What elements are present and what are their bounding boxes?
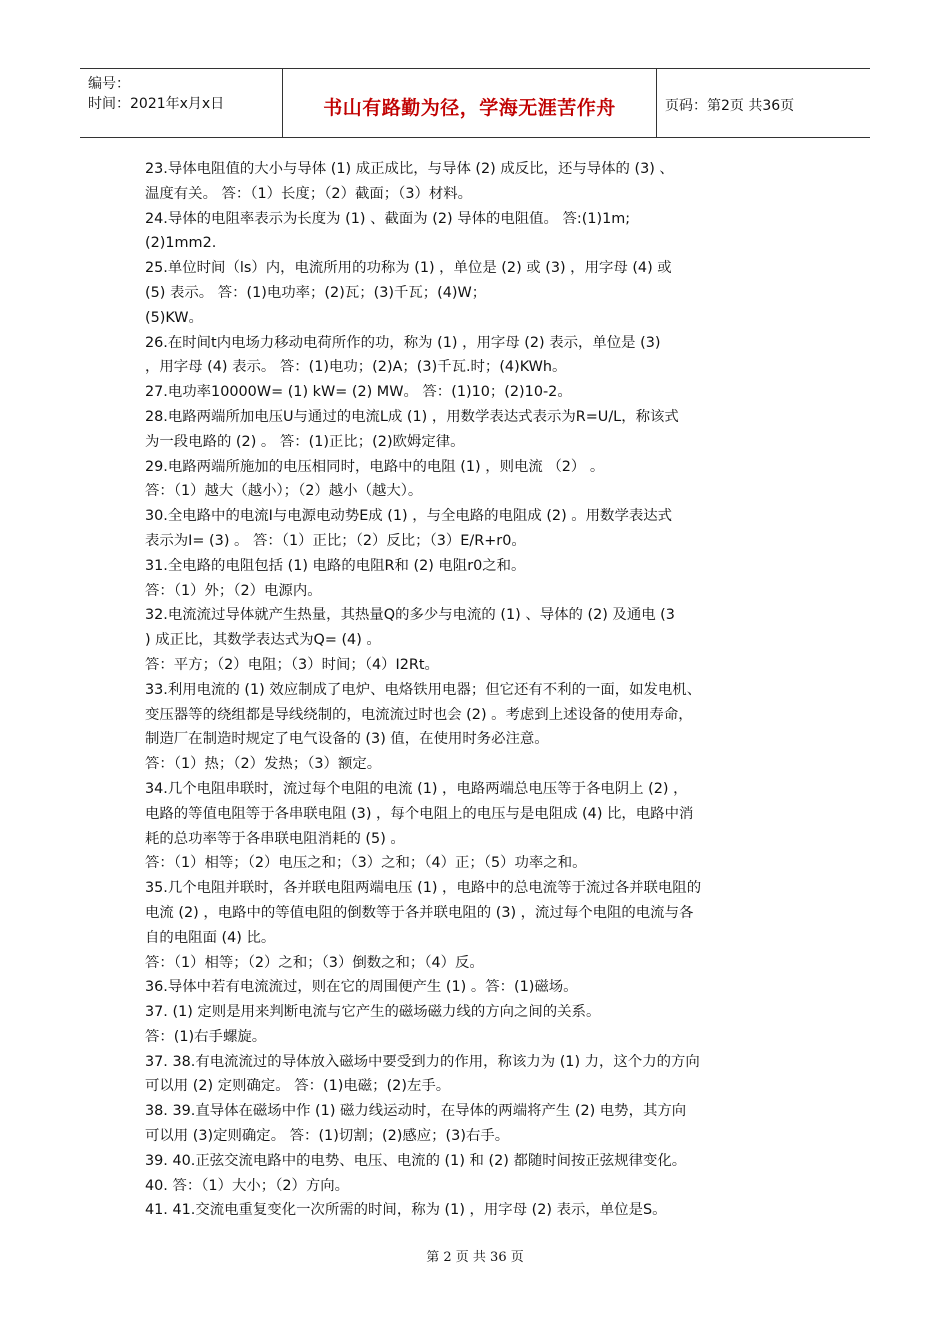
text-line: ，用字母 (4) 表示。 答：(1)电功；(2)A；(3)千瓦.时；(4)KWh。 [145,359,567,376]
text-line: 35.几个电阻并联时，各并联电阻两端电压 (1) ，电路中的总电流等于流过各并联电阻的 [145,880,702,897]
text-line: 答：（1）越大（越小）；（2）越小（越大）。 [145,483,423,500]
text-line: 25.单位时间（ls）内，电流所用的功称为 (1) ，单位是 (2) 或 (3) ，用字母 (4) 或 [145,260,672,277]
text-line: 37. 38.有电流流过的导体放入磁场中要受到力的作用，称该力为 (1) 力，这个力的方向 [145,1053,700,1070]
page-footer: 第 2 页 共 36 页 [426,1250,524,1265]
text-line: 29.电路两端所施加的电压相同时，电路中的电阻 (1) ，则电流 （2） 。 [145,458,605,475]
text-line: 37. (1) 定则是用来判断电流与它产生的磁场磁力线的方向之间的关系。 [145,1004,601,1021]
text-line: 26.在时间t内电场力移动电荷所作的功，称为 (1) ，用字母 (2) 表示，单位是 (3) [145,334,661,351]
header-page-cell [657,69,870,137]
header-motto: 书山有路勤为径，学海无涯苦作舟 [323,97,616,119]
text-line: 答：（1）外；（2）电源内。 [145,582,322,599]
text-line: 36.导体中若有电流流过，则在它的周围便产生 (1) 。答：(1)磁场。 [145,979,578,996]
text-line: 可以用 (2) 定则确定。 答：(1)电磁；(2)左手。 [145,1078,451,1095]
text-line: 温度有关。 答：（1）长度；（2）截面；（3）材料。 [145,185,473,202]
text-line: 电路的等值电阻等于各串联电阻 (3) ，每个电阻上的电压与是电阻成 (4) 比，电路中消 [145,805,694,822]
text-line: 制造厂在制造时规定了电气设备的 (3) 值，在使用时务必注意。 [145,731,549,748]
text-line: (5)KW。 [145,309,203,326]
text-line: 表示为I= (3) 。 答：（1）正比；（2）反比；（3）E/R+r0。 [145,532,526,549]
text-line: 38. 39.直导体在磁场中作 (1) 磁力线运动时，在导体的两端将产生 (2) 电势，其方向 [145,1103,687,1120]
text-line: 34.几个电阻串联时，流过每个电阻的电流 (1) ，电路两端总电压等于各电阴上 (2) ， [145,780,688,797]
text-line: 39. 40.正弦交流电路中的电势、电压、电流的 (1) 和 (2) 都随时间按正弦规律变化。 [145,1152,687,1169]
text-line: 23.导体电阻值的大小与导体 (1) 成正成比，与导体 (2) 成反比，还与导体的 (3) 、 [145,161,674,177]
text-line: 答：（1）热；（2）发热；（3）额定。 [145,756,382,773]
text-line: 40. 答：（1）大小；（2）方向。 [145,1177,350,1194]
text-line: 答：（1）相等；（2）之和；（3）倒数之和；（4）反。 [145,954,484,971]
header-page-label: 页码：第2页 共36页 [665,98,795,114]
text-line: 答：平方；（2）电阻；（3）时间；（4）I2Rt。 [145,656,439,673]
text-line: 答：（1）相等；（2）电压之和；（3）之和；（4）正；（5）功率之和。 [145,855,587,872]
text-line: 31.全电路的电阻包括 (1) 电路的电阻R和 (2) 电阻r0之和。 [145,557,526,574]
text-line: 33.利用电流的 (1) 效应制成了电炉、电烙铁用电器；但它还有不利的一面，如发电机、 [145,681,702,698]
text-line: 24.导体的电阻率表示为长度为 (1) 、截面为 (2) 导体的电阻值。 答:(1)1m; [145,210,631,227]
text-line: 28.电路两端所加电压U与通过的电流L成 (1) ，用数学表达式表示为R=U/L，称该式 [145,408,679,425]
text-line: 可以用 (3)定则确定。 答：(1)切割；(2)感应；(3)右手。 [145,1128,510,1145]
document-number-label: 编号： [88,76,130,92]
header-motto-cell [283,69,657,137]
text-line: 为一段电路的 (2) 。 答：(1)正比；(2)欧姆定律。 [145,433,465,450]
document-header [80,68,870,138]
text-line: 自的电阻面 (4) 比。 [145,929,276,946]
text-line: 答：(1)右手螺旋。 [145,1028,267,1045]
text-line: 32.电流流过导体就产生热量，其热量Q的多少与电流的 (1) 、导体的 (2) 及通电 (3 [145,607,675,624]
text-line: ) 成正比，其数学表达式为Q= (4) 。 [145,632,381,649]
header-meta-cell [80,69,283,137]
document-body [145,157,810,1223]
text-line: (5) 表示。 答：(1)电功率；(2)瓦；(3)千瓦；(4)W； [145,284,487,301]
text-line: (2)1mm2. [145,235,217,252]
text-line: 30.全电路中的电流I与电源电动势E成 (1) ，与全电路的电阻成 (2) 。用数学表达式 [145,508,673,525]
text-line: 电流 (2) ，电路中的等值电阻的倒数等于各并联电阻的 (3) ，流过每个电阻的电流与各 [145,904,694,921]
document-time-label: 时间：2021年x月x日 [88,96,225,112]
text-line: 耗的总功率等于各串联电阻消耗的 (5) 。 [145,830,405,847]
text-line: 41. 41.交流电重复变化一次所需的时间，称为 (1) ，用字母 (2) 表示，单位是S。 [145,1202,667,1219]
text-line: 变压器等的绕组都是导线绕制的，电流流过时也会 (2) 。考虑到上述设备的使用寿命， [145,706,693,723]
text-line: 27.电功率10000W= (1) kW= (2) MW。 答：(1)10；(2)10-2。 [145,384,572,401]
